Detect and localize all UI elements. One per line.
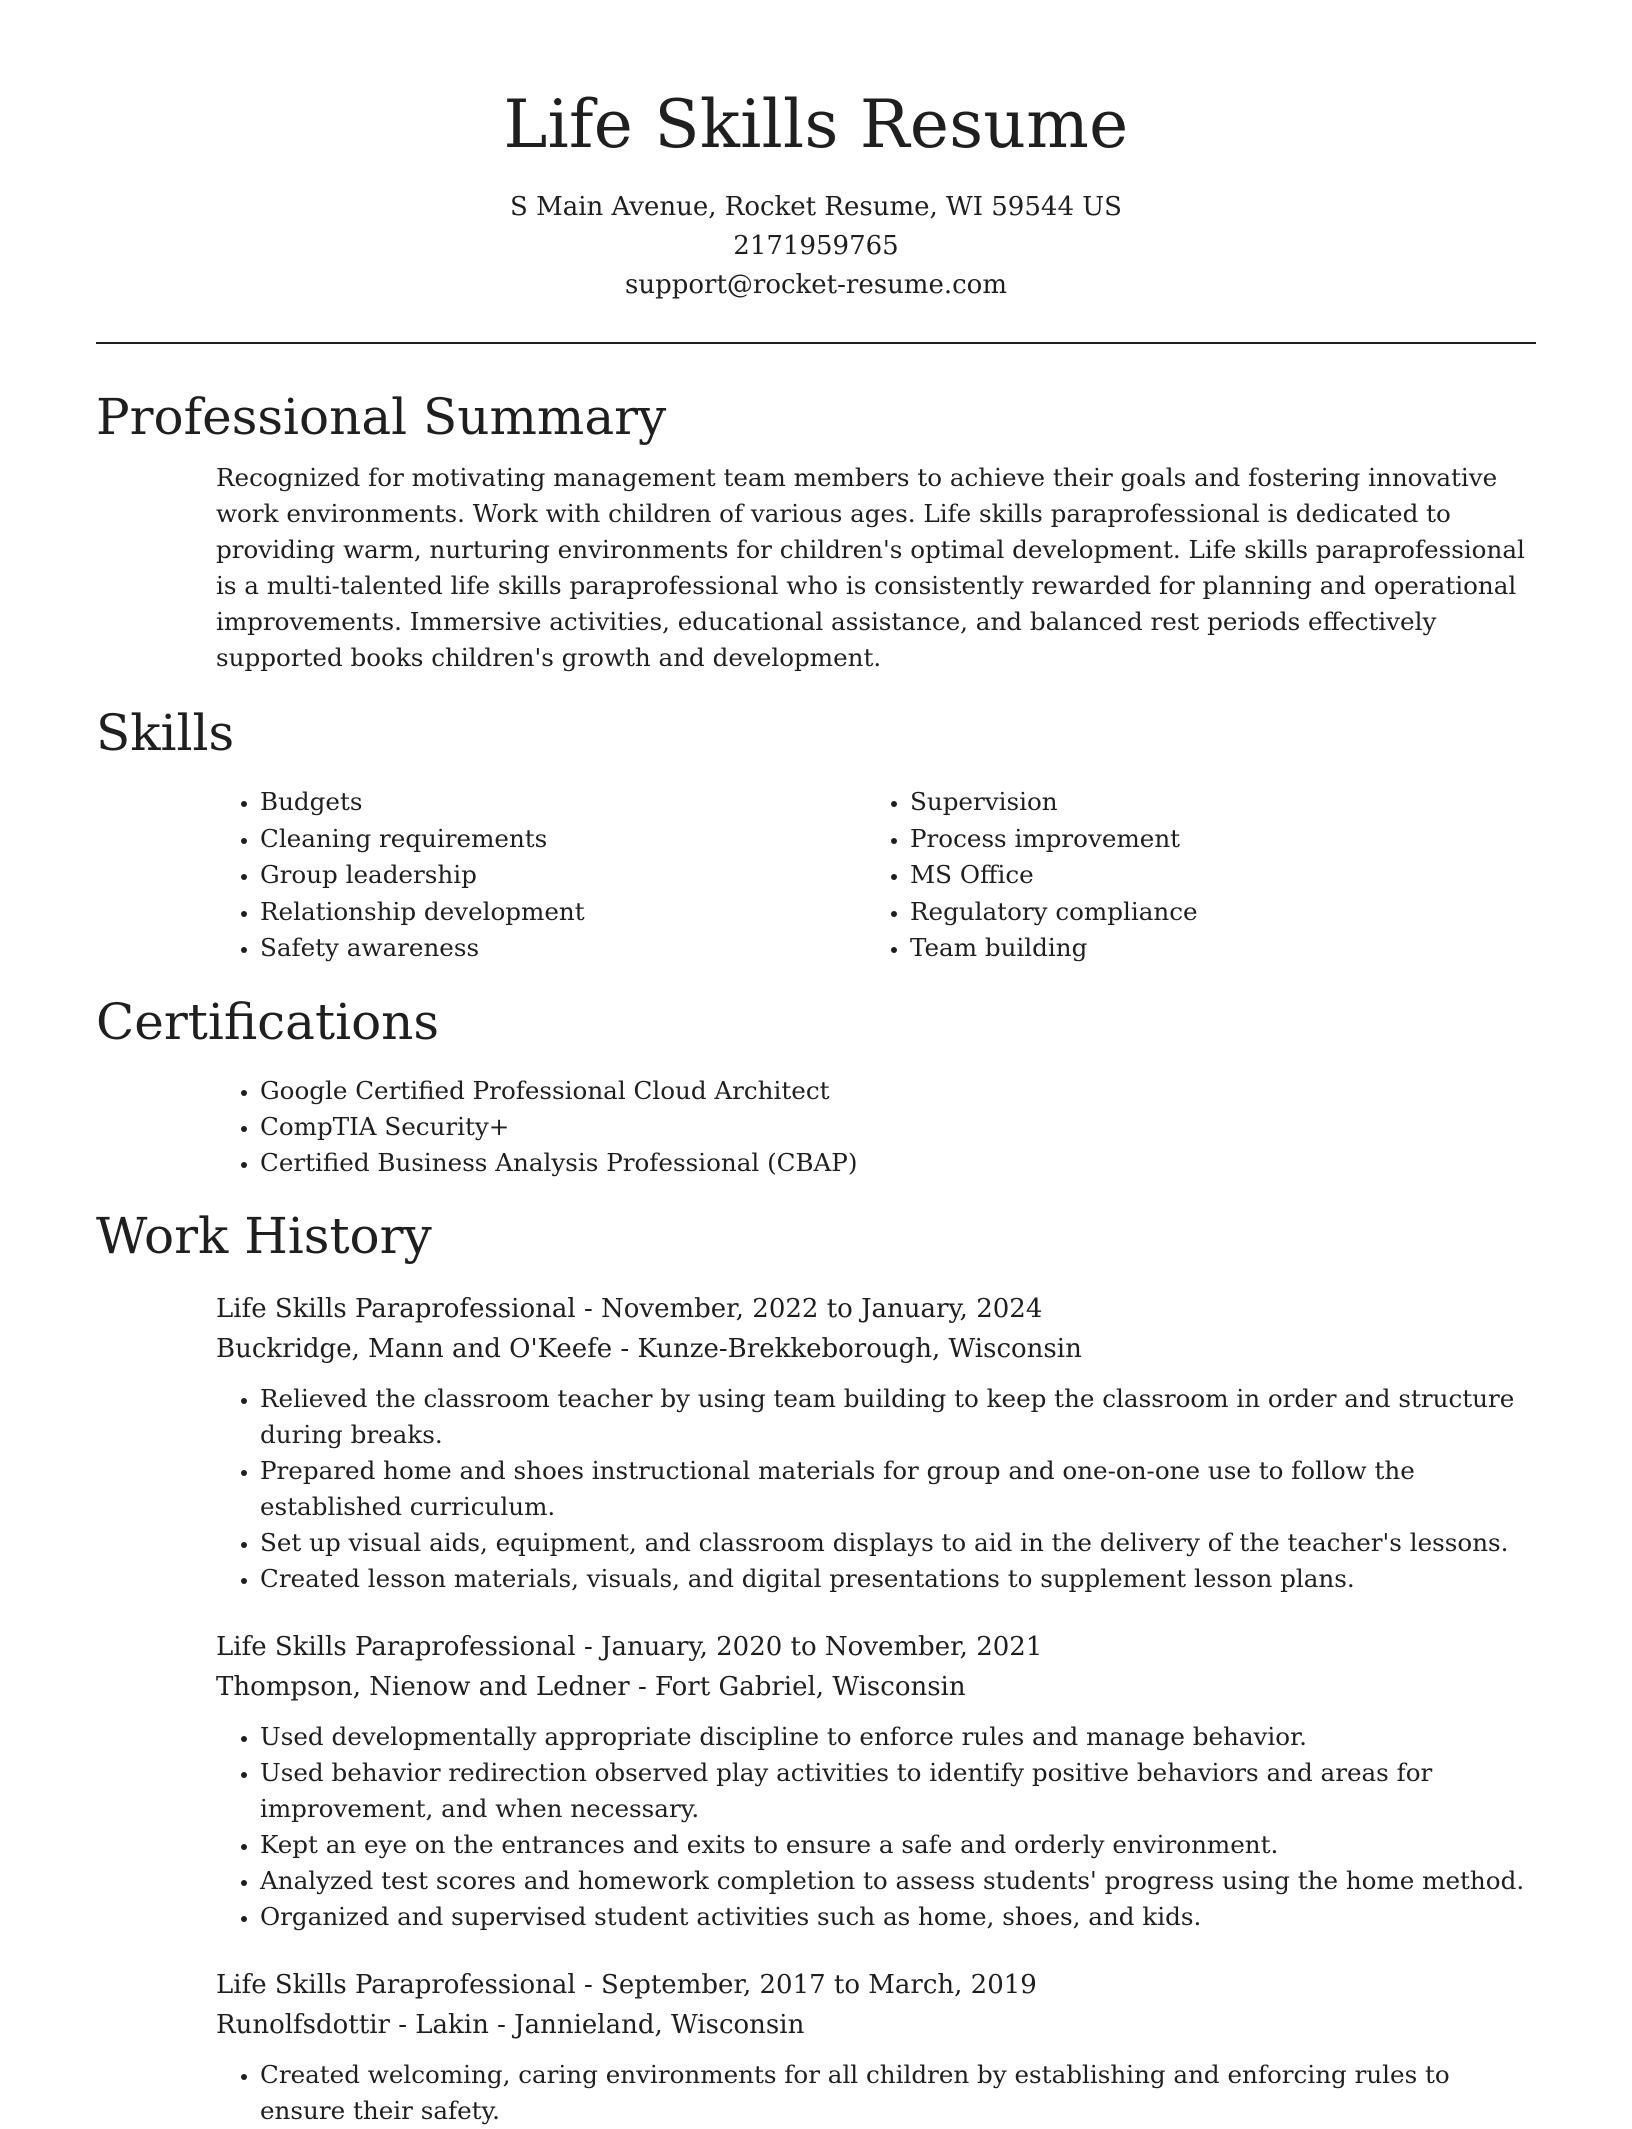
header-divider: [96, 342, 1536, 344]
job-dates: November, 2022 to January, 2024: [601, 1293, 1043, 1324]
skill-item: • Supervision: [910, 784, 1516, 821]
job-bullets: [216, 1719, 1536, 1935]
skill-item: • Regulatory compliance: [910, 894, 1516, 931]
job-title: Life Skills Paraprofessional: [216, 1969, 576, 2000]
job-bullet: • Kept an eye on the entrances and exits to ensure a safe and orderly environment.: [260, 1827, 1536, 1863]
job-title: Life Skills Paraprofessional: [216, 1293, 576, 1324]
summary-heading: Professional Summary: [96, 388, 667, 446]
job-bullet: • Organized and supervised student activities such as home, shoes, and kids.: [260, 1899, 1536, 1935]
skill-item: • Safety awareness: [260, 930, 866, 967]
job-company-line: [216, 1329, 1536, 1369]
job-company-line: [216, 1667, 1536, 1707]
job-company: Buckridge, Mann and O'Keefe: [216, 1333, 613, 1364]
job-bullet: • Used behavior redirection observed play activities to identify positive behaviors and areas for improvement, and when necessary.: [260, 1755, 1536, 1827]
separator: -: [612, 1333, 638, 1364]
skill-item: • MS Office: [910, 857, 1516, 894]
resume-name: Life Skills Resume: [503, 86, 1129, 163]
separator: -: [575, 1631, 602, 1662]
skill-item: • Cleaning requirements: [260, 821, 866, 858]
skill-item: • Process improvement: [910, 821, 1516, 858]
job-title-line: [216, 1965, 1536, 2005]
job-bullets: [216, 1381, 1536, 1597]
job-bullet: • Used developmentally appropriate discipline to enforce rules and manage behavior.: [260, 1719, 1536, 1755]
job-bullet: • Relieved the classroom teacher by using team building to keep the classroom in order and structure during breaks.: [260, 1381, 1536, 1453]
summary-text: Recognized for motivating management team members to achieve their goals and fostering innovative work environments. Work with children of various ages. Life skills paraprofessional is dedicated to providing warm, nurturing environments for children's optimal development. Life skills paraprofessional is a multi-talented life skills paraprofessional who is consistently rewarded for planning and operational improvements. Immersive activities, educational assistance, and balanced rest periods effectively supported books children's growth and development.: [216, 463, 1525, 672]
skills-list-left: [216, 784, 866, 967]
job-dates: January, 2020 to November, 2021: [601, 1631, 1043, 1662]
job-bullet: • Created lesson materials, visuals, and digital presentations to supplement lesson plans.: [260, 1561, 1536, 1597]
skills-heading: Skills: [96, 704, 235, 762]
job-company: Thompson, Nienow and Ledner: [216, 1671, 630, 1702]
job-location: Jannieland, Wisconsin: [514, 2009, 805, 2040]
job-title-line: [216, 1289, 1536, 1329]
job-company: Runolfsdottir - Lakin: [216, 2009, 489, 2040]
separator: -: [488, 2009, 515, 2040]
resume-header: [96, 0, 1536, 305]
contact-address: S Main Avenue, Rocket Resume, WI 59544 US: [510, 192, 1122, 222]
job-bullet: • Prepared home and shoes instructional materials for group and one-on-one use to follow the established curriculum.: [260, 1453, 1536, 1525]
job-title: Life Skills Paraprofessional: [216, 1631, 576, 1662]
contact-phone: 2171959765: [733, 231, 899, 261]
certification-item: • Google Certified Professional Cloud Architect: [260, 1073, 1536, 1109]
skill-item: • Team building: [910, 930, 1516, 967]
job-location: Kunze-Brekkeborough, Wisconsin: [637, 1333, 1082, 1364]
separator: -: [575, 1969, 602, 2000]
job-entry: [216, 1965, 1536, 2129]
job-dates: September, 2017 to March, 2019: [601, 1969, 1037, 2000]
contact-email: support@rocket-resume.com: [624, 270, 1007, 300]
job-entry: [216, 1627, 1536, 1935]
skills-list-right: [866, 784, 1516, 967]
job-title-line: [216, 1627, 1536, 1667]
separator: -: [575, 1293, 602, 1324]
job-bullet: • Analyzed test scores and homework completion to assess students' progress using the home method.: [260, 1863, 1536, 1899]
certifications-list: [216, 1073, 1536, 1181]
job-entry: [216, 1289, 1536, 1597]
work-history-heading: Work History: [96, 1206, 432, 1265]
separator: -: [629, 1671, 656, 1702]
certifications-heading: Certifications: [96, 992, 440, 1051]
certifications-body: [216, 1073, 1536, 1181]
certification-item: • Certified Business Analysis Professional (CBAP): [260, 1145, 1536, 1181]
skill-item: • Budgets: [260, 784, 866, 821]
job-location: Fort Gabriel, Wisconsin: [655, 1671, 966, 1702]
job-bullet: • Created welcoming, caring environments for all children by establishing and enforcing rules to ensure their safety.: [260, 2057, 1536, 2129]
skills-grid: [216, 784, 1536, 967]
job-bullets: [216, 2057, 1536, 2129]
certification-item: • CompTIA Security+: [260, 1109, 1536, 1145]
skill-item: • Group leadership: [260, 857, 866, 894]
job-bullet: • Set up visual aids, equipment, and classroom displays to aid in the delivery of the teacher's lessons.: [260, 1525, 1536, 1561]
job-company-line: [216, 2005, 1536, 2045]
skill-item: • Relationship development: [260, 894, 866, 931]
